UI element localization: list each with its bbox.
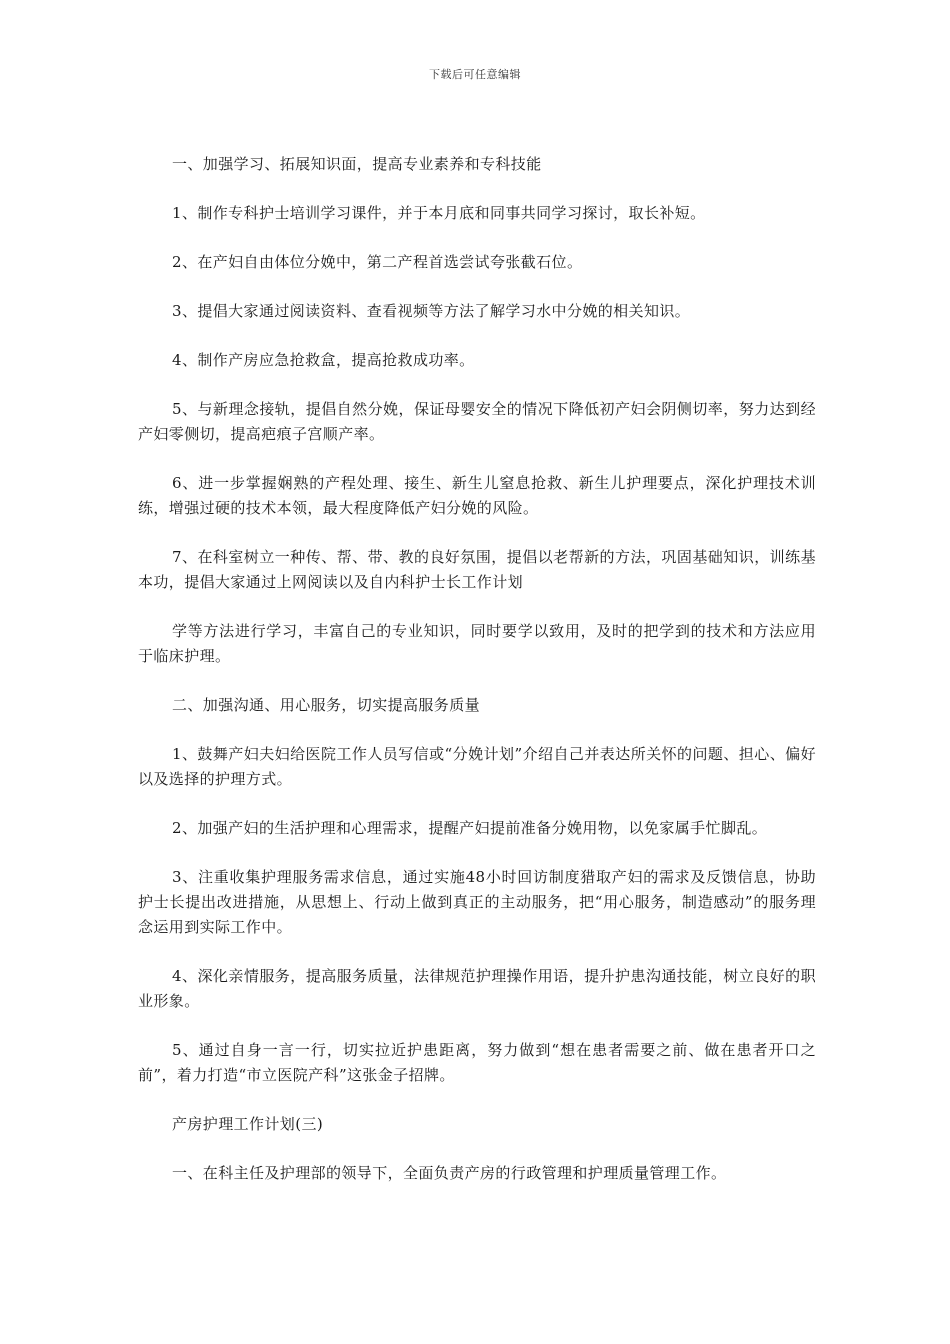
paragraph: 2、加强产妇的生活护理和心理需求，提醒产妇提前准备分娩用物，以免家属手忙脚乱。	[172, 819, 768, 837]
document-body	[138, 152, 816, 1210]
paragraph: 4、深化亲情服务，提高服务质量，法律规范护理操作用语，提升护患沟通技能，树立良好的职业形象。	[138, 967, 816, 1010]
section-heading-3: 一、在科主任及护理部的领导下，全面负责产房的行政管理和护理质量管理工作。	[172, 1164, 727, 1182]
paragraph: 4、制作产房应急抢救盒，提高抢救成功率。	[172, 351, 475, 369]
paragraph: 5、通过自身一言一行，切实拉近护患距离，努力做到“想在患者需要之前、做在患者开口之前”，着力打造“市立医院产科”这张金子招牌。	[138, 1041, 816, 1084]
paragraph: 1、制作专科护士培训学习课件，并于本月底和同事共同学习探讨，取长补短。	[172, 204, 706, 222]
section-heading-1: 一、加强学习、拓展知识面，提高专业素养和专科技能	[172, 155, 542, 173]
paragraph: 3、提倡大家通过阅读资料、查看视频等方法了解学习水中分娩的相关知识。	[172, 302, 691, 320]
paragraph: 1、鼓舞产妇夫妇给医院工作人员写信或“分娩计划”介绍自己并表达所关怀的问题、担心、偏好以及选择的护理方式。	[138, 745, 816, 788]
paragraph: 学等方法进行学习，丰富自己的专业知识，同时要学以致用，及时的把学到的技术和方法应用于临床护理。	[138, 622, 816, 665]
paragraph: 7、在科室树立一种传、帮、带、教的良好氛围，提倡以老帮新的方法，巩固基础知识，训练基本功，提倡大家通过上网阅读以及自内科护士长工作计划	[138, 548, 816, 591]
section-heading-2: 二、加强沟通、用心服务，切实提高服务质量	[172, 696, 481, 714]
page-header: 下载后可任意编辑	[429, 68, 521, 81]
paragraph: 5、与新理念接轨，提倡自然分娩，保证母婴安全的情况下降低初产妇会阴侧切率，努力达到经产妇零侧切，提高疤痕子宫顺产率。	[138, 400, 816, 443]
paragraph: 2、在产妇自由体位分娩中，第二产程首选尝试夸张截石位。	[172, 253, 583, 271]
document-subtitle: 产房护理工作计划(三)	[172, 1115, 324, 1133]
paragraph: 3、注重收集护理服务需求信息，通过实施48小时回访制度猎取产妇的需求及反馈信息，协助护士长提出改进措施，从思想上、行动上做到真正的主动服务，把“用心服务，制造感动”的服务理念运用到实际工作中。	[138, 868, 816, 936]
paragraph: 6、进一步掌握娴熟的产程处理、接生、新生儿窒息抢救、新生儿护理要点，深化护理技术训练，增强过硬的技术本领，最大程度降低产妇分娩的风险。	[138, 474, 816, 517]
